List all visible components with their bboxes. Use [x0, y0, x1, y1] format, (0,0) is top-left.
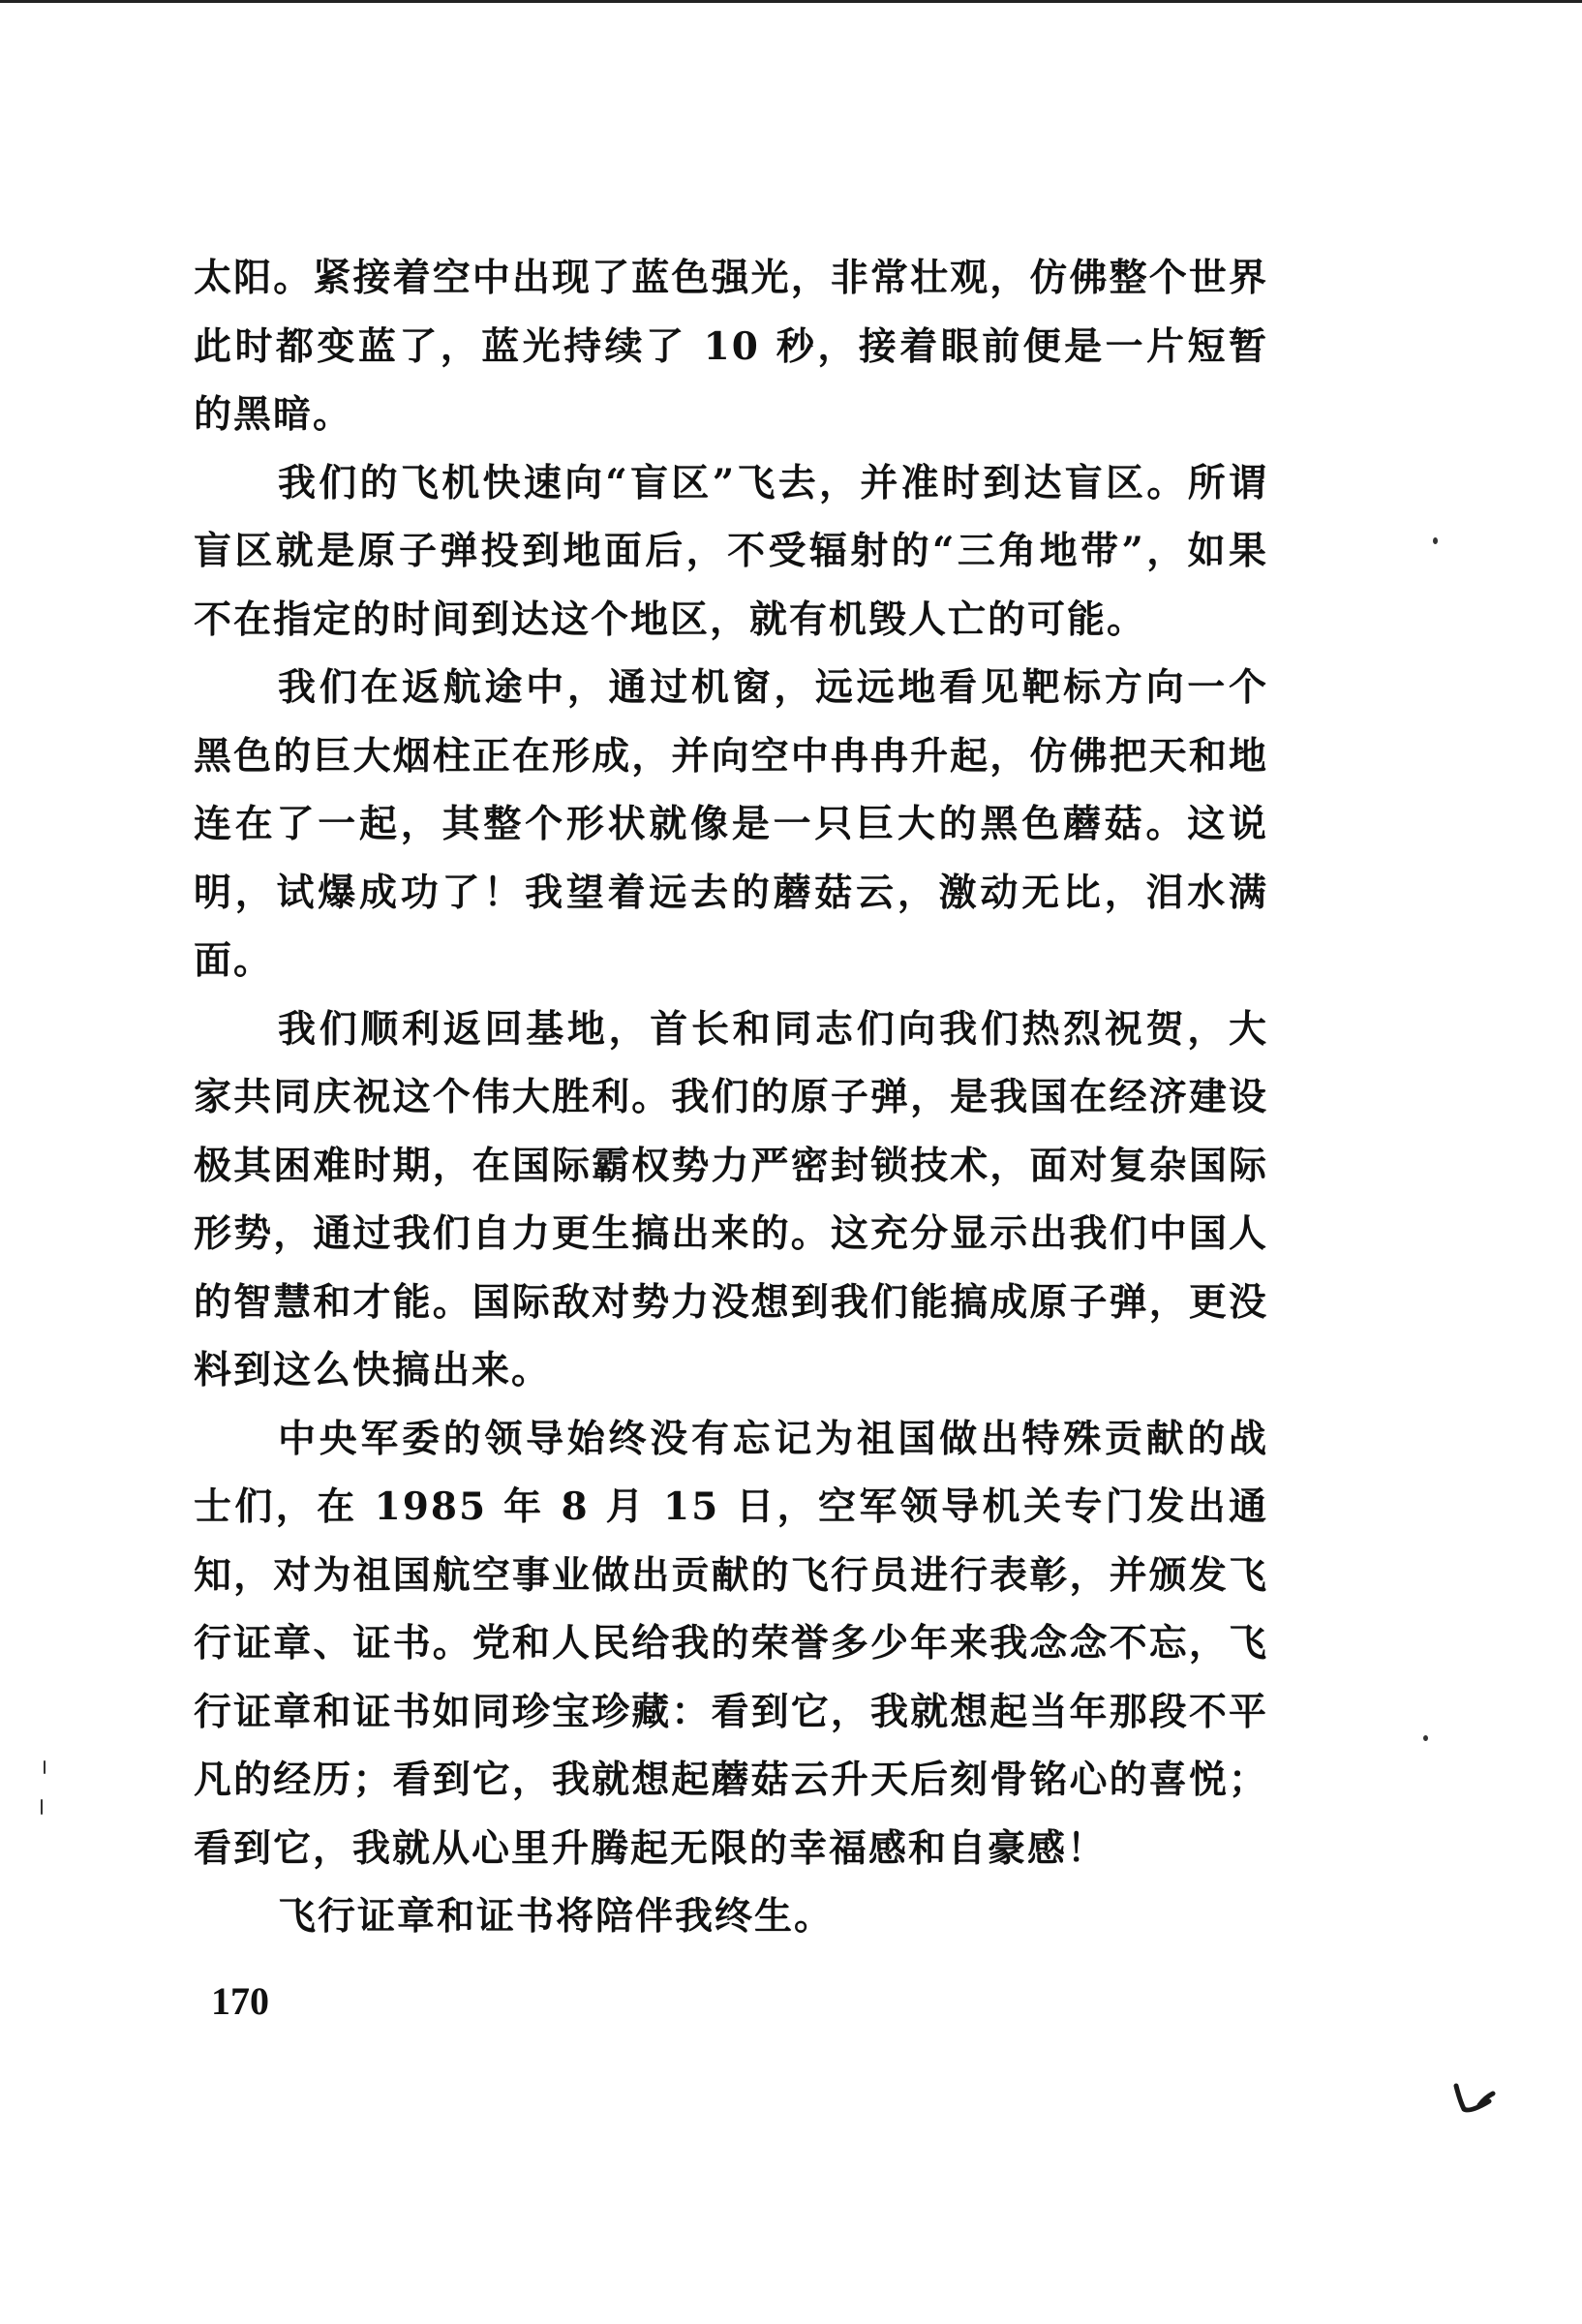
scan-speck	[1433, 537, 1438, 544]
page-number: 170	[211, 1979, 269, 2023]
page-body	[194, 244, 1268, 1951]
paragraph-6: 飞行证章和证书将陪伴我终生。	[278, 1894, 835, 1939]
handwritten-margin-mark	[1450, 2080, 1497, 2119]
page-top-border	[0, 0, 1582, 3]
paragraph-4: 我们顺利返回基地，首长和同志们向我们热烈祝贺，大家共同庆祝这个伟大胜利。我们的原子弹，是我国在经济建设极其困难时期，在国际霸权势力严密封锁技术，面对复杂国际形势，通过我们自力更生搞出来的。这充分显示出我们中国人的智慧和才能。国际敌对势力没想到我们能搞成原子弹，更没料到这么快搞出来。	[194, 1006, 1268, 1392]
paragraph-3: 我们在返航途中，通过机窗，远远地看见靶标方向一个黑色的巨大烟柱正在形成，并向空中冉冉升起，仿佛把天和地连在了一起，其整个形状就像是一只巨大的黑色蘑菇。这说明，试爆成功了！我望着远去的蘑菇云，激动无比，泪水满面。	[194, 665, 1268, 983]
scan-speck	[41, 1799, 43, 1815]
scan-speck	[1423, 1735, 1428, 1741]
paragraph-1: 太阳。紧接着空中出现了蓝色强光，非常壮观，仿佛整个世界此时都变蓝了，蓝光持续了 10 秒，接着眼前便是一片短暂的黑暗。	[194, 256, 1268, 437]
paragraph-2: 我们的飞机快速向“盲区”飞去，并准时到达盲区。所谓盲区就是原子弹投到地面后，不受辐射的“三角地带”，如果不在指定的时间到达这个地区，就有机毁人亡的可能。	[194, 460, 1268, 642]
scan-speck	[44, 1760, 46, 1774]
paragraph-5: 中央军委的领导始终没有忘记为祖国做出特殊贡献的战士们，在 1985 年 8 月 15 日，空军领导机关专门发出通知，对为祖国航空事业做出贡献的飞行员进行表彰，并颁发飞行证章、证书。党和人民给我的荣誉多少年来我念念不忘，飞行证章和证书如同珍宝珍藏：看到它，我就想起当年那段不平凡的经历；看到它，我就想起蘑菇云升天后刻骨铭心的喜悦；看到它，我就从心里升腾起无限的幸福感和自豪感！	[194, 1416, 1268, 1871]
